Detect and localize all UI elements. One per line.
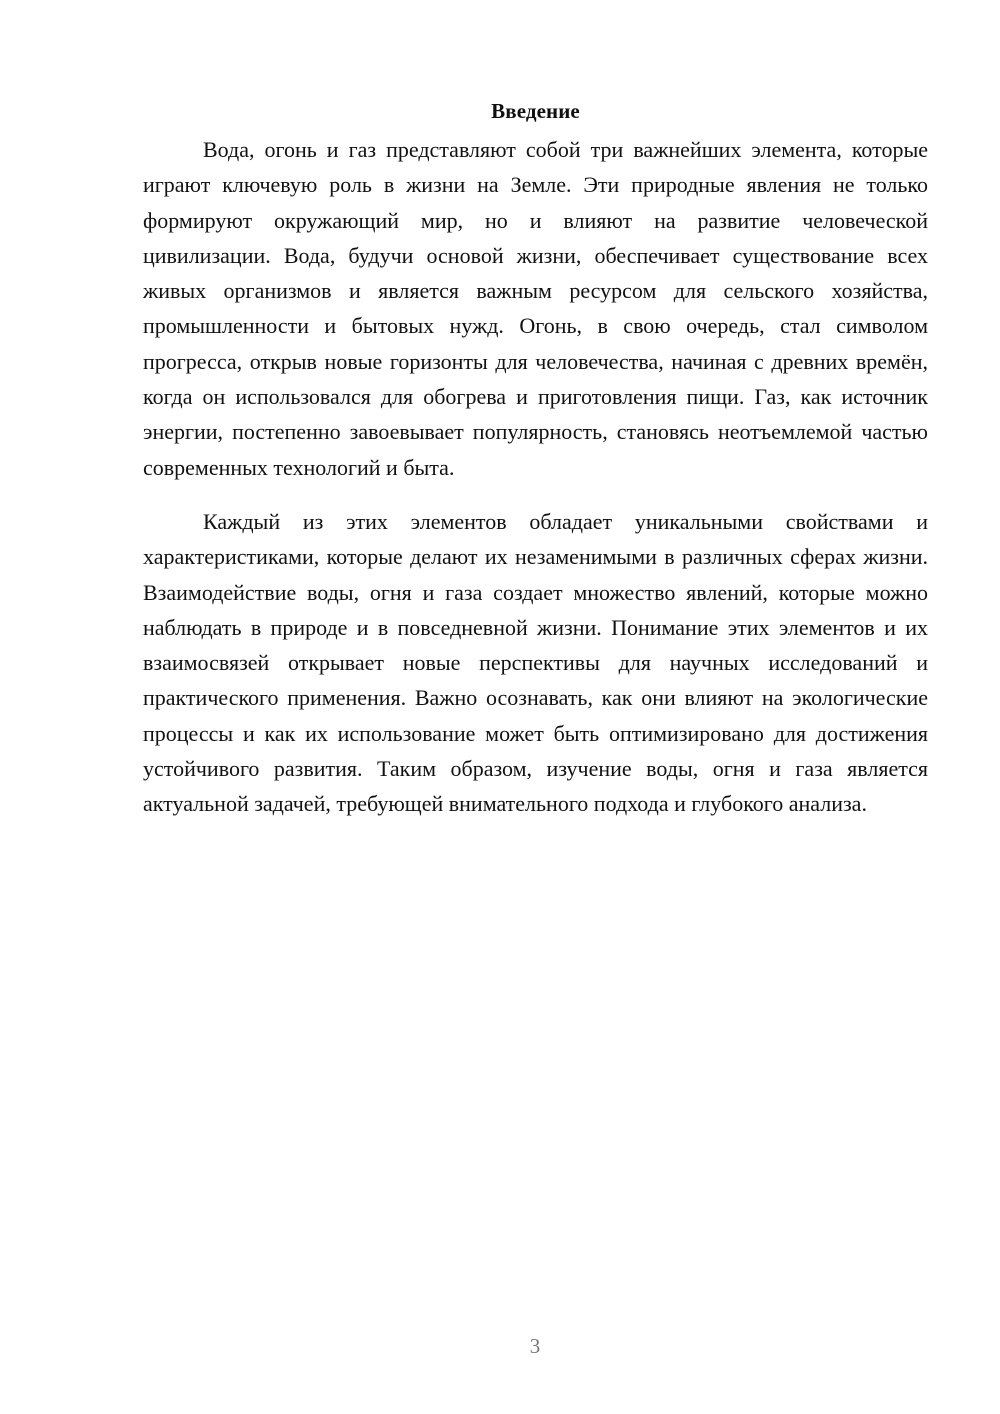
- page-number: 3: [529, 1334, 541, 1358]
- paragraph-1: Вода, огонь и газ представляют собой три важнейших элемента, которые играют ключевую роль в жизни на Земле. Эти природные явления не только формируют окружающий мир, но и влияют на развитие человеческой цивилизации. Вода, будучи основой жизни, обеспечивает существование всех живых организмов и является важным ресурсом для сельского хозяйства, промышленности и бытовых нужд. Огонь, в свою очередь, стал символом прогресса, открыв новые горизонты для человечества, начиная с древних времён, когда он использовался для обогрева и приготовления пищи. Газ, как источник энергии, постепенно завоевывает популярность, становясь неотъемлемой частью современных технологий и быта.: [143, 137, 928, 480]
- section-heading: Введение: [491, 99, 580, 123]
- paragraph-2: Каждый из этих элементов обладает уникальными свойствами и характеристиками, которые делают их незаменимыми в различных сферах жизни. Взаимодействие воды, огня и газа создает множество явлений, которые можно наблюдать в природе и в повседневной жизни. Понимание этих элементов и их взаимосвязей открывает новые перспективы для научных исследований и практического применения. Важно осознавать, как они влияют на экологические процессы и как их использование может быть оптимизировано для достижения устойчивого развития. Таким образом, изучение воды, огня и газа является актуальной задачей, требующей внимательного подхода и глубокого анализа.: [143, 508, 928, 817]
- page-content: [143, 96, 928, 822]
